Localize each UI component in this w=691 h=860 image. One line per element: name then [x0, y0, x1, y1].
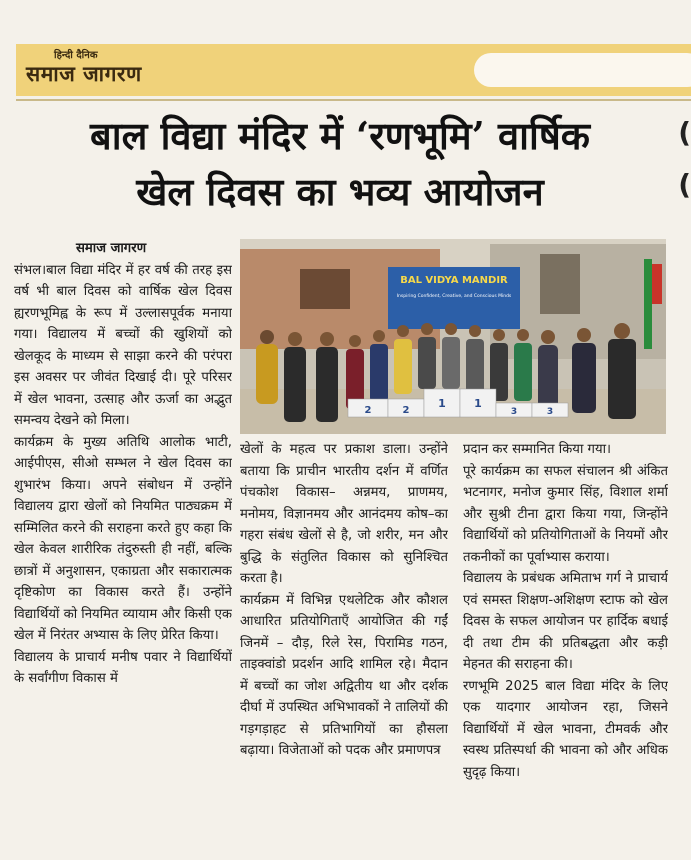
paragraph: पूरे कार्यक्रम का सफल संचालन श्री अंकित भटनागर, मनोज कुमार सिंह, विशाल शर्मा और सुश्री टीना द्वारा किया गया, जिन्होंने विद्यार्थियों को प्रतियोगिताओं के नियमों और तकनीकों का पूर्वाभ्यास कराया। [463, 463, 668, 565]
paragraph: कार्यक्रम में विभिन्न एथलेटिक और कौशल आधारित प्रतियोगिताएँ आयोजित की गईं जिनमें – दौड़, रिले रेस, पिरामिड गठन, ताइक्वांडो प्रदर्शन आदि शामिल रहे। मैदान में बच्चों का जोश अद्वितीय था और दर्शक दीर्घा में उपस्थित अभिभावकों ने तालियों की गड़गड़ाहट से प्रतिभागियों का हौसला बढ़ाया। विजेताओं को पदक और प्रमाणपत्र [240, 592, 448, 758]
paragraph: खेलों के महत्व पर प्रकाश डाला। उन्होंने बताया कि प्राचीन भारतीय दर्शन में वर्णित पंचकोश विकास– अन्नमय, प्राणमय, मनोमय, विज्ञानमय और आनंदमय कोष–का गहरा संबंध खेलों से है, जो शरीर, मन और बुद्धि के संतुलित विकास को सुनिश्चित करता है। [240, 442, 448, 586]
masthead-tagline: हिन्दी दैनिक [54, 50, 98, 61]
banner-subtitle: Inspiring Confident, Creative, and Conscious Minds [396, 294, 512, 299]
podium-label: 3 [546, 407, 554, 417]
article-column-3 [463, 439, 668, 860]
photo-illustration [240, 239, 666, 434]
adjacent-article-edge: ( [678, 168, 691, 201]
headline [8, 108, 672, 220]
paragraph: विद्यालय के प्रबंधक अमिताभ गर्ग ने प्राचार्य एवं समस्त शिक्षण-अशिक्षण स्टाफ को खेल दिवस के सफल आयोजन पर हार्दिक बधाई दी तथा टीम की प्रतिबद्धता और कड़ी मेहनत की सराहना की। [463, 571, 668, 672]
byline: समाज जागरण [76, 241, 147, 256]
podium-label: 3 [510, 407, 518, 417]
paragraph: प्रदान कर सम्मानित किया गया। [463, 442, 612, 457]
event-photo [240, 239, 666, 434]
paragraph: संभल।बाल विद्या मंदिर में हर वर्ष की तरह इस वर्ष भी बाल दिवस को वार्षिक खेल दिवस ह्यरणभूमिह्व के रूप में उल्लासपूर्वक मनाया गया। विद्यालय में बच्चों की खुशियों को खेलकूद के माध्यम से साझा करने की परंपरा इस अवसर पर जीवंत दिखाई दी। पूरे परिसर में खेल भावना, उत्साह और ऊर्जा का अद्भुत समन्वय देखने को मिला। [14, 262, 232, 428]
paragraph: विद्यालय के प्राचार्य मनीष पवार ने विद्यार्थियों के सर्वांगीण विकास में [14, 649, 232, 686]
masthead-divider [16, 99, 691, 101]
headline-line-2: खेल दिवस का भव्य आयोजन [136, 169, 544, 214]
masthead-pill [474, 53, 691, 87]
podium-label: 2 [364, 405, 372, 416]
podium-label: 1 [474, 397, 482, 410]
podium-label: 1 [438, 397, 446, 410]
adjacent-article-edge: ( [678, 116, 691, 149]
masthead [16, 44, 691, 96]
article-column-1 [14, 238, 232, 860]
paragraph: रणभूमि 2025 बाल विद्या मंदिर के लिए एक यादगार आयोजन रहा, जिसने विद्यार्थियों में खेल भावना, टीमवर्क और स्वस्थ प्रतिस्पर्धा की भावना को और अधिक सुदृढ़ किया। [463, 678, 668, 780]
podium-label: 2 [402, 405, 410, 416]
paragraph: कार्यक्रम के मुख्य अतिथि आलोक भाटी, आईपीएस, सीओ सम्भल ने खेल दिवस का शुभारंभ किया। अपने संबोधन में उन्होंने विद्यालय द्वारा खेलों को नियमित पाठ्यक्रम में सम्मिलित करने की सराहना करते हुए कहा कि खेल केवल शारीरिक तंदुरुस्ती ही नहीं, बल्कि छात्रों में अनुशासन, एकाग्रता और सकारात्मक दृष्टिकोण का विकास करते हैं। उन्होंने विद्यार्थियों को नियमित व्यायाम और किसी एक खेल में निरंतर अभ्यास के लिए प्रेरित किया। [14, 434, 232, 643]
newspaper-name: समाज जागरण [26, 62, 142, 86]
headline-line-1: बाल विद्या मंदिर में ‘रणभूमि’ वार्षिक [90, 113, 590, 158]
banner-title: BAL VIDYA MANDIR [400, 275, 508, 286]
article-column-2 [240, 439, 448, 860]
